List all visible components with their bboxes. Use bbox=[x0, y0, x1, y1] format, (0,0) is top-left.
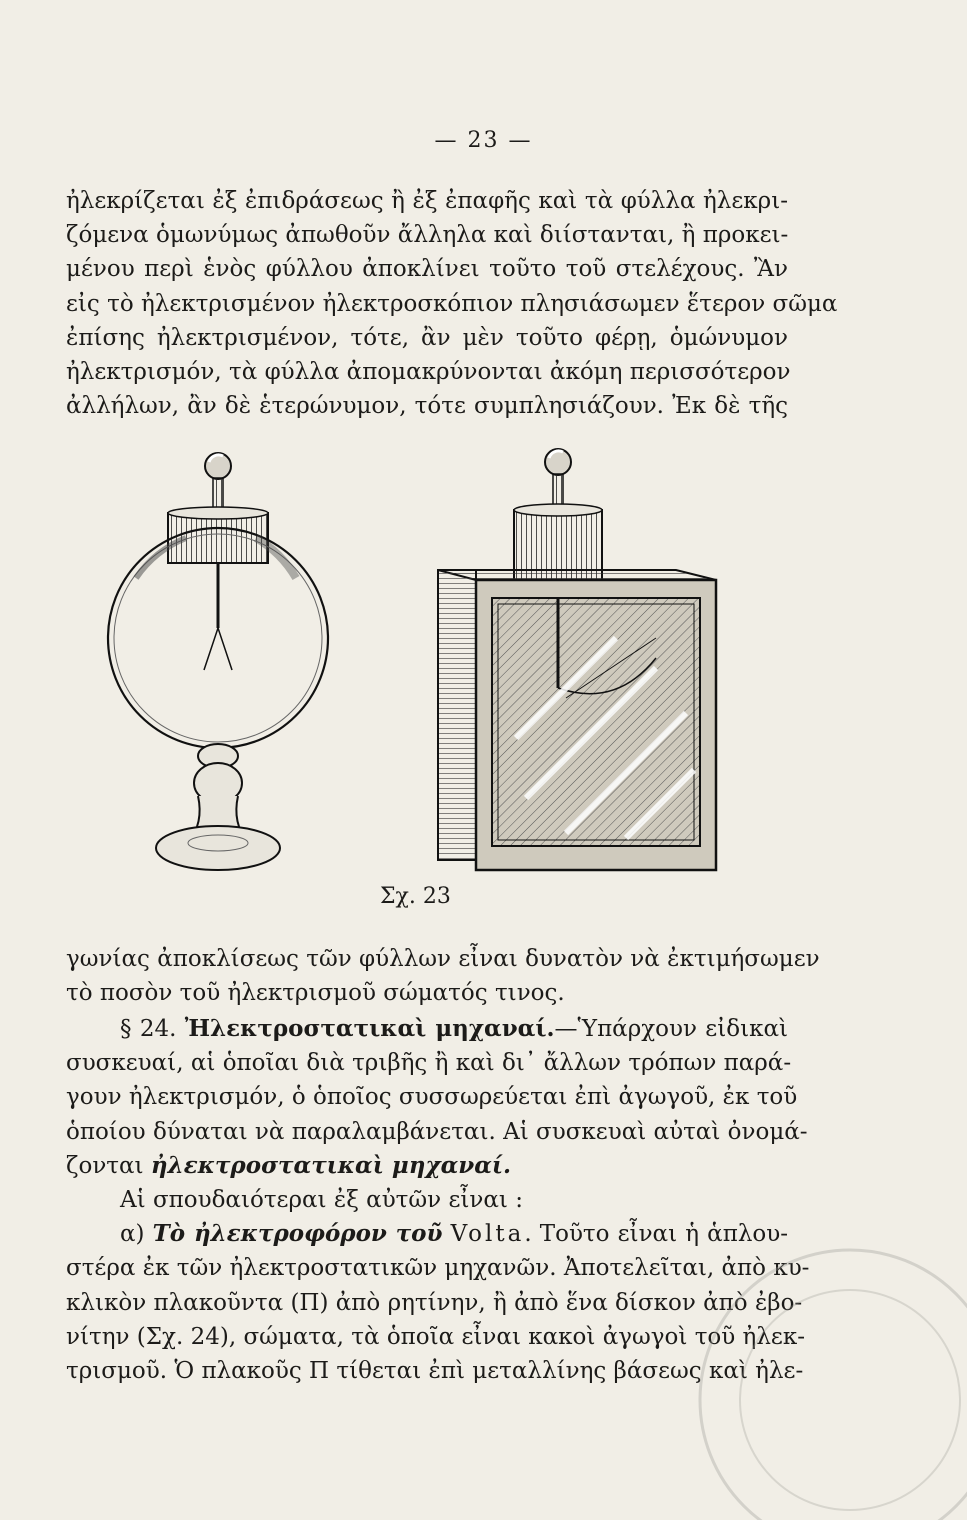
page-number: — 23 — bbox=[434, 128, 533, 153]
text-line: μένου περὶ ἑνὸς φύλλου ἀποκλίνει τοῦτο τοῦ στελέχους. Ἂν bbox=[66, 256, 788, 283]
paragraph-top bbox=[66, 184, 838, 423]
text-line: ἠλεκτρισμόν, τὰ φύλλα ἀπομακρύνονται ἀκόμη περισσότερον bbox=[66, 359, 791, 386]
library-stamp bbox=[650, 1200, 967, 1520]
item-name: Volta bbox=[450, 1221, 525, 1248]
text-line: ἐπίσης ἠλεκτρισμένον, τότε, ἂν μὲν τοῦτο φέρῃ, ὁμώνυμον bbox=[66, 324, 788, 351]
text-line: ἀλλήλων, ἂν δὲ ἑτερώνυμον, τότε συμπλησιάζουν. Ἐκ δὲ τῆς bbox=[66, 393, 788, 420]
bulb-electroscope-drawing bbox=[108, 453, 328, 870]
text-line bbox=[66, 1149, 788, 1183]
text-line: τρισμοῦ. Ὁ πλακοῦς Π τίθεται ἐπὶ μεταλλίνης βάσεως καὶ ἠλε- bbox=[66, 1358, 804, 1385]
text-line: γωνίας ἀποκλίσεως τῶν φύλλων εἶναι δυνατὸν νὰ ἐκτιμήσωμεν bbox=[66, 946, 820, 972]
figure-caption: Σχ. 23 bbox=[380, 884, 451, 909]
text-line: ἠλεκρίζεται ἐξ ἐπιδράσεως ἢ ἐξ ἐπαφῆς καὶ τὰ φύλλα ἠλεκρι- bbox=[66, 188, 788, 214]
section-number: § 24. bbox=[120, 1016, 177, 1042]
text-line: νίτην (Σχ. 24), σώματα, τὰ ὁποῖα εἶναι κακοὶ ἀγωγοὶ τοῦ ἠλεκ- bbox=[66, 1323, 805, 1350]
text-line: συσκευαί, αἱ ὁποῖαι διὰ τριβῆς ἢ καὶ δι᾿ ἄλλων τρόπων παρά- bbox=[66, 1050, 792, 1077]
text-line: στέρα ἐκ τῶν ἠλεκτροστατικῶν μηχανῶν. Ἀποτελεῖται, ἀπὸ κυ- bbox=[66, 1255, 810, 1282]
text-line: τὸ ποσὸν τοῦ ἠλεκτρισμοῦ σώματός τινος. bbox=[66, 980, 565, 1007]
electroscope-figure bbox=[96, 438, 736, 888]
intro-line: Αἱ σπουδαιότεραι ἐξ αὐτῶν εἶναι : bbox=[120, 1187, 523, 1214]
paragraph-angle bbox=[66, 942, 820, 1010]
item-label: α) bbox=[120, 1221, 145, 1248]
text-line: γουν ἠλεκτρισμόν, ὁ ὁποῖος συσσωρεύεται ἐπὶ ἀγωγοῦ, ἐκ τοῦ bbox=[66, 1084, 798, 1111]
text-fragment: ζονται bbox=[66, 1152, 144, 1179]
text-line: ζόμενα ὁμωνύμως ἀπωθοῦν ἄλληλα καὶ διίστανται, ἢ προκει- bbox=[66, 222, 789, 249]
section-heading-rest: —Ὑπάρχουν εἰδικαὶ bbox=[554, 1016, 789, 1042]
item-title: Τὸ ἠλεκτροφόρον τοῦ bbox=[152, 1220, 443, 1248]
section-heading-line bbox=[66, 1012, 788, 1046]
text-line: κλικὸν πλακοῦντα (Π) ἀπὸ ρητίνην, ἢ ἀπὸ ἕνα δίσκον ἀπὸ ἐβο- bbox=[66, 1289, 803, 1316]
section-heading: Ἠλεκτροστατικαὶ μηχαναί. bbox=[184, 1015, 555, 1042]
box-electroscope-drawing bbox=[438, 449, 716, 870]
item-rest: . Τοῦτο εἶναι ἡ ἁπλου- bbox=[524, 1221, 788, 1248]
term-highlight: ἠλεκτροστατικαὶ μηχαναί. bbox=[150, 1151, 512, 1179]
text-line: εἰς τὸ ἠλεκτρισμένον ἠλεκτροσκόπιον πλησιάσωμεν ἕτερον σῶμα bbox=[66, 290, 838, 317]
text-line: ὁποίου δύναται νὰ παραλαμβάνεται. Αἱ συσκευαὶ αὐταὶ ὀνομά- bbox=[66, 1118, 808, 1145]
